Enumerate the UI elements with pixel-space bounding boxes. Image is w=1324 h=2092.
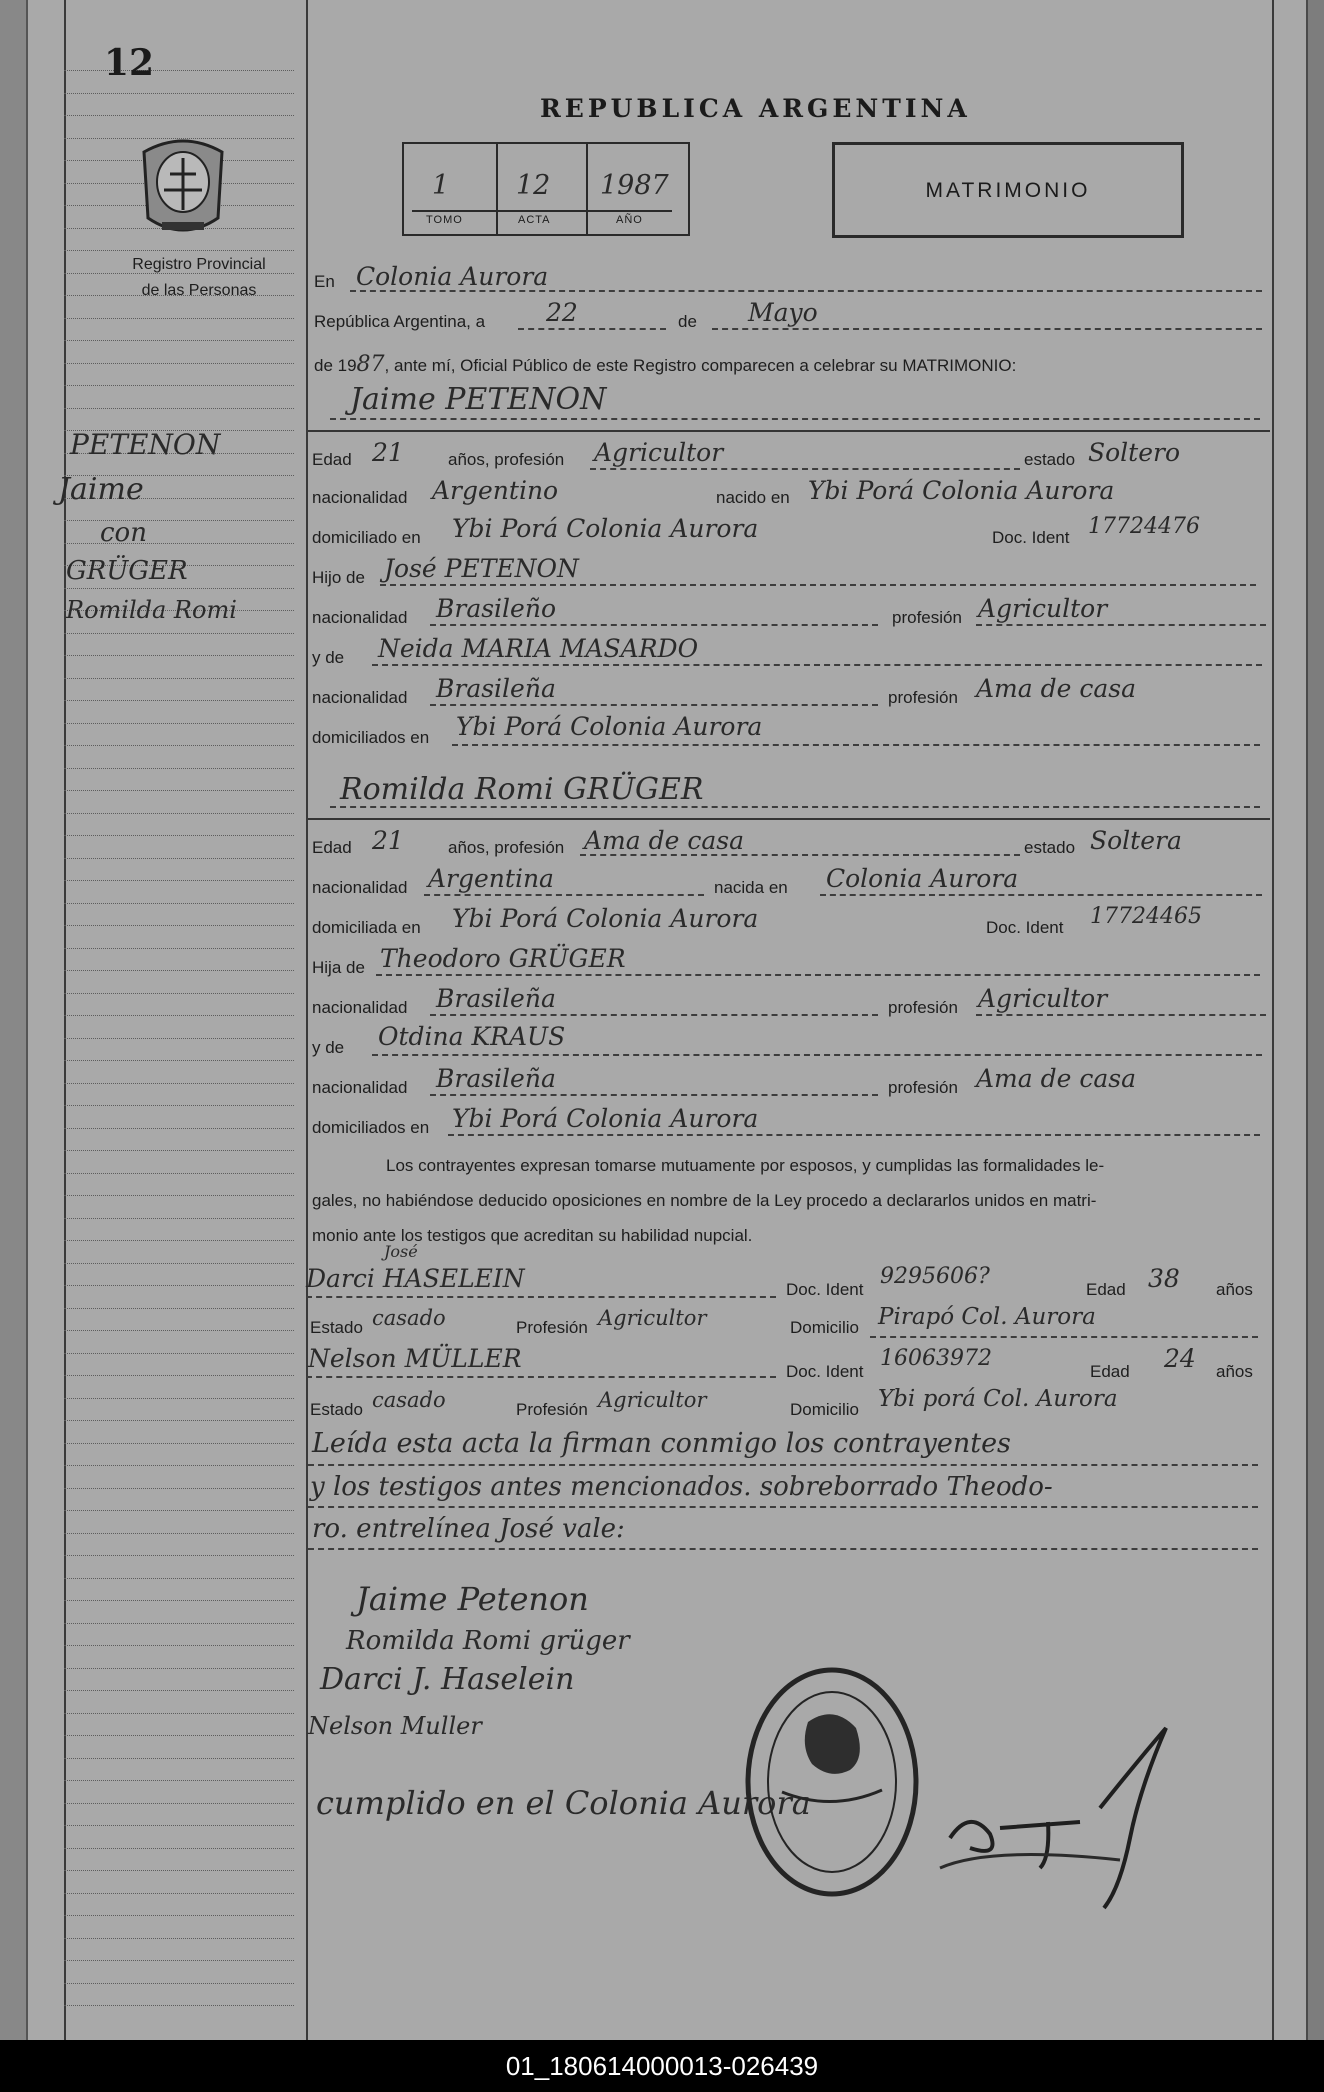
bride-domicile: Ybi Porá Colonia Aurora [452,904,759,933]
margin-surname-groom: PETENON [70,428,221,461]
signature-witness-2: Nelson Muller [308,1712,482,1740]
margin-ruled-line [64,790,294,791]
margin-ruled-line [64,880,294,881]
margin-ruled-line [64,1870,294,1871]
right-border-line [1272,0,1274,2040]
page-right-edge [1306,0,1324,2040]
margin-ruled-line [64,678,294,679]
book-reference-box [402,142,690,236]
margin-ruled-line [64,1263,294,1264]
margin-ruled-line [64,1915,294,1916]
groom-father: José PETENON [384,554,579,583]
margin-ruled-line [64,1735,294,1736]
anio-value: 1987 [600,170,669,201]
image-identifier-caption: 01_180614000013-026439 [0,2040,1324,2092]
margin-ruled-line [64,723,294,724]
margin-ruled-line [64,1330,294,1331]
registrar-signature-icon [930,1718,1250,1918]
bride-father-nationality: Brasileña [436,984,556,1013]
margin-ruled-line [64,1848,294,1849]
closing-note-line-1: Leída esta acta la firman conmigo los contrayentes [312,1428,1011,1459]
document-type: MATRIMONIO [925,179,1091,202]
margin-ruled-line [64,835,294,836]
witness1-profession: Agricultor [598,1306,707,1330]
margin-ruled-line [64,768,294,769]
signature-bride: Romilda Romi grüger [346,1626,630,1656]
margin-ruled-line [64,1668,294,1669]
margin-ruled-line [64,1825,294,1826]
provincial-seal-icon [134,130,232,242]
margin-ruled-line [64,2005,294,2006]
margin-ruled-line [64,1578,294,1579]
witness2-domicile: Ybi porá Col. Aurora [878,1386,1118,1412]
margin-ruled-line [64,655,294,656]
bride-full-name: Romilda Romi GRÜGER [340,772,704,807]
declaration-line-3: monio ante los testigos que acreditan su habilidad nupcial. [312,1226,753,1245]
margin-ruled-line [64,1893,294,1894]
groom-nationality: Argentino [432,476,559,505]
margin-ruled-line [64,588,294,589]
margin-surname-bride: GRÜGER [66,556,188,586]
margin-ruled-line [64,520,294,521]
bride-mother-profession: Ama de casa [976,1064,1136,1093]
document-type-box [832,142,1184,238]
margin-ruled-line [64,1015,294,1016]
registry-name-line1: Registro Provincial [132,256,266,273]
groom-parents-domicile: Ybi Porá Colonia Aurora [456,712,763,741]
margin-ruled-line [64,1105,294,1106]
margin-ruled-line [64,1398,294,1399]
groom-civil-status: Soltero [1088,438,1181,467]
margin-ruled-line [64,1038,294,1039]
signature-witness-1: Darci J. Haselein [320,1662,575,1697]
margin-ruled-line [64,858,294,859]
book-binding-edge [0,0,28,2040]
margin-ruled-line [64,1938,294,1939]
margin-ruled-line [64,318,294,319]
en-label: En [314,272,335,291]
margin-ruled-line [64,1533,294,1534]
anio-label: AÑO [616,214,643,226]
margin-ruled-line [64,363,294,364]
margin-name-bride: Romilda Romi [66,596,237,624]
margin-ruled-line [64,745,294,746]
margin-ruled-line [64,1240,294,1241]
margin-ruled-line [64,1645,294,1646]
margin-ruled-line [64,633,294,634]
groom-domicile: Ybi Porá Colonia Aurora [452,514,759,543]
declaration-line-1: Los contrayentes expresan tomarse mutuamente por esposos, y cumplidas las formalidades le- [386,1156,1105,1175]
witness2-document: 16063972 [880,1346,992,1371]
margin-ruled-line [64,1780,294,1781]
margin-ruled-line [64,1555,294,1556]
bride-birthplace: Colonia Aurora [826,864,1019,893]
margin-ruled-line [64,1218,294,1219]
closing-note-line-3: ro. entrelínea José vale: [312,1514,625,1544]
witness2-age: 24 [1164,1344,1196,1373]
acta-value: 12 [516,170,551,201]
margin-ruled-line [64,1150,294,1151]
margin-ruled-line [64,993,294,994]
bride-mother-nationality: Brasileña [436,1064,556,1093]
margin-ruled-line [64,1083,294,1084]
margin-ruled-line [64,543,294,544]
bride-father-profession: Agricultor [978,984,1108,1013]
groom-birthplace: Ybi Porá Colonia Aurora [808,476,1115,505]
register-page: 12 Registro Provincial de las Personas REPUBLICA ARGENTINA 1 12 1987 TOMO ACTA AÑO MATRIMONIO PETENON Jaime con GRÜGER Romilda Romi En Colonia Aurora República Argentina, a 22 de Mayo de 1987, ante mí, Oficial Público de este Registro comparecen a celebrar su MATRIMONIO: Jaime PETENON Edad 21 años, profesión Agricultor estado Soltero nacionalidad Argentino nacido en Ybi Porá Colonia Aurora domiciliado en Ybi Porá Colonia Aurora Doc. Ident 17724476 Hijo de José PETENON nacionalidad Brasileño profesión Agricultor y de Neida MARIA MASARDO nacionalidad Brasileña profesión Ama de casa domiciliados en Ybi Porá Colonia Aurora Romilda Romi GRÜGER Edad 21 años, profesión Ama de casa estado Soltera nacionalidad Argentina nacida en Colonia Aurora domiciliada en Ybi Porá Colonia Aurora Doc. Ident 17724465 Hija de Theodoro GRÜGER nacionalidad Brasileña profesión Agricultor y de Otdina KRAUS nacionalidad Brasileña profesión Ama de casa domiciliados en Ybi Porá Colonia Aurora Los contrayentes expresan tomarse mutuamente por esposos, y cumplidas las formalidades le- gales, no habiéndose deducido oposiciones en nombre de la Ley procedo a declararlos unidos en matri- monio ante los testigos que acreditan su habilidad nupcial. José Darci HASELEIN Doc. Ident 9295606? Edad 38 años Estado casado Profesión Agricultor Domicilio Pirapó Col. Aurora Nelson MÜLLER Doc. Ident 16063972 Edad 24 años Estado casado Profesión Agricultor Domicilio Ybi porá Col. Aurora Leída esta acta la firman conmigo los contrayentes y los testigos antes mencionados. sobreborrado Theodo- ro. entrelínea José vale: Jaime Petenon Romilda Romi grüger Darci J. Haselein Nelson Muller cumplido en el Colonia Aurora [0,0,1324,2040]
witness2-profession: Agricultor [598,1388,707,1412]
groom-mother-nationality: Brasileña [436,674,556,703]
margin-name-groom: Jaime [58,472,144,507]
groom-full-name: Jaime PETENON [350,382,607,417]
margin-ruled-line [64,385,294,386]
margin-ruled-line [64,1308,294,1309]
margin-ruled-line [64,1623,294,1624]
bride-parents-domicile: Ybi Porá Colonia Aurora [452,1104,759,1133]
margin-ruled-line [64,408,294,409]
margin-ruled-line [64,1758,294,1759]
witness1-age: 38 [1148,1264,1180,1293]
margin-ruled-line [64,1465,294,1466]
margin-ruled-line [64,1353,294,1354]
closing-note-line-2: y los testigos antes mencionados. sobreborrado Theodo- [310,1472,1053,1502]
margin-ruled-line [64,1983,294,1984]
margin-ruled-line [64,1713,294,1714]
margin-ruled-line [64,1510,294,1511]
bride-mother: Otdina KRAUS [378,1022,566,1051]
de-label: de [678,312,697,331]
margin-ruled-line [64,1173,294,1174]
margin-ruled-line [64,115,294,116]
page-number: 12 [104,42,155,84]
margin-ruled-line [64,1690,294,1691]
bride-profession: Ama de casa [584,826,744,855]
witness2-name: Nelson MÜLLER [308,1344,522,1373]
margin-connector: con [100,518,147,548]
bride-nationality: Argentina [428,864,554,893]
official-stamp-icon [742,1662,922,1902]
groom-age: 21 [372,438,404,467]
marriage-place: Colonia Aurora [356,262,549,291]
bride-civil-status: Soltera [1090,826,1182,855]
witness1-name-insert: José [384,1242,418,1261]
margin-ruled-line [64,1285,294,1286]
witness1-name: Darci HASELEIN [306,1264,525,1293]
acta-label: ACTA [518,214,551,226]
fulfilled-note: cumplido en el Colonia Aurora [316,1784,811,1822]
tomo-value: 1 [432,170,450,201]
groom-mother: Neida MARIA MASARDO [378,634,699,663]
witness1-status: casado [372,1306,446,1330]
margin-ruled-line [64,70,294,71]
signature-groom: Jaime Petenon [356,1580,589,1618]
marriage-day: 22 [546,298,578,327]
year-label: de 1987, ante mí, Oficial Público de este Registro comparecen a celebrar su MATRIMONIO: [314,352,1017,377]
margin-ruled-line [64,1600,294,1601]
marriage-month: Mayo [748,298,818,327]
marriage-year: 87 [356,352,385,377]
margin-ruled-line [64,1443,294,1444]
margin-ruled-line [64,948,294,949]
margin-ruled-line [64,813,294,814]
margin-ruled-line [64,1960,294,1961]
margin-ruled-line [64,1195,294,1196]
groom-profession: Agricultor [594,438,724,467]
tomo-label: TOMO [426,214,463,226]
margin-ruled-line [64,1488,294,1489]
witness1-document: 9295606? [880,1264,990,1289]
groom-father-nationality: Brasileño [436,594,556,623]
country-title: REPUBLICA ARGENTINA [540,94,971,123]
bride-father: Theodoro GRÜGER [380,944,626,973]
margin-ruled-line [64,1128,294,1129]
margin-ruled-line [64,903,294,904]
witness1-domicile: Pirapó Col. Aurora [878,1304,1096,1330]
bride-age: 21 [372,826,404,855]
groom-document: 17724476 [1088,514,1200,539]
republic-label: República Argentina, a [314,312,486,331]
witness2-status: casado [372,1388,446,1412]
margin-outer-line [64,0,66,2040]
margin-ruled-line [64,925,294,926]
margin-ruled-line [64,1420,294,1421]
margin-ruled-line [64,700,294,701]
margin-ruled-line [64,1375,294,1376]
margin-ruled-line [64,1803,294,1804]
margin-ruled-line [64,340,294,341]
margin-ruled-line [64,970,294,971]
bride-document: 17724465 [1090,904,1202,929]
registry-name-line2: de las Personas [141,282,257,299]
margin-ruled-line [64,250,294,251]
groom-father-profession: Agricultor [978,594,1108,623]
declaration-line-2: gales, no habiéndose deducido oposiciones en nombre de la Ley procedo a declararlos unidos en matri- [312,1191,1097,1210]
margin-ruled-line [64,93,294,94]
margin-ruled-line [64,1060,294,1061]
groom-mother-profession: Ama de casa [976,674,1136,703]
